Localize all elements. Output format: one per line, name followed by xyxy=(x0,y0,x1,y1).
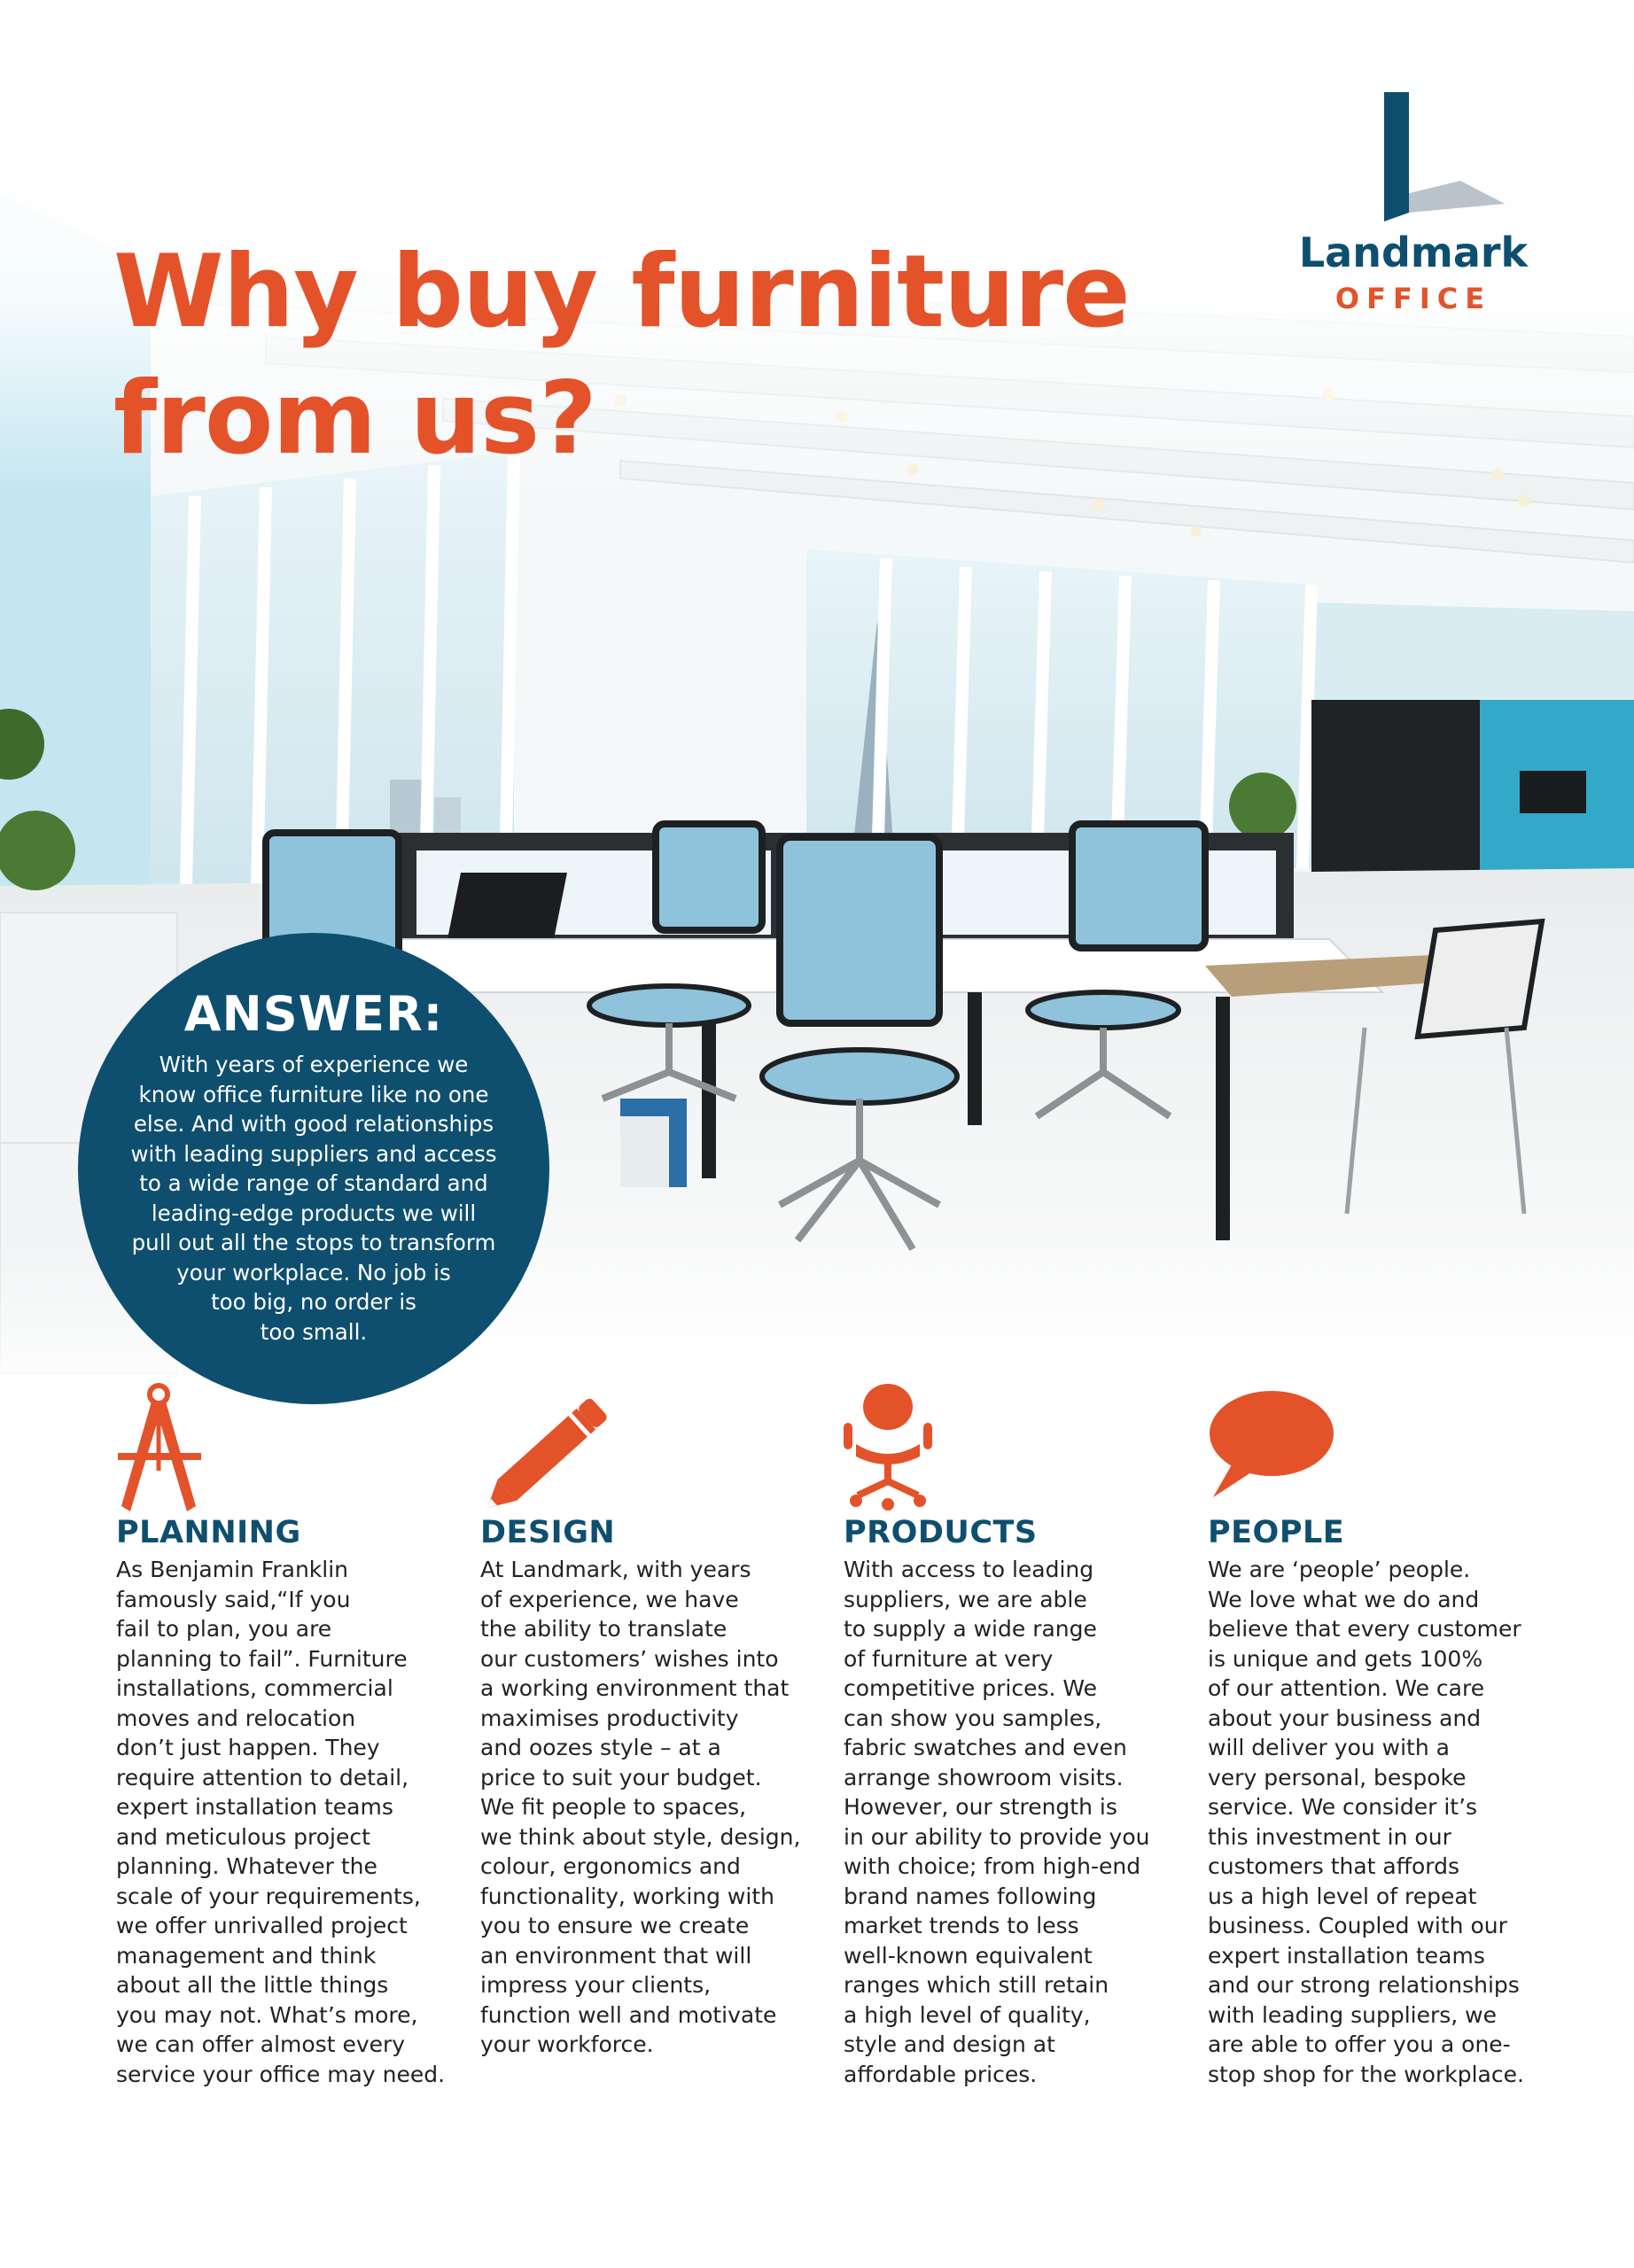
page-title xyxy=(113,229,1130,482)
section-body-line: installations, commercial xyxy=(116,1675,393,1701)
page-title-line-2: from us? xyxy=(113,360,596,477)
section-body-line: don’t just happen. They xyxy=(116,1735,380,1760)
section-body-line: famously said,“If you xyxy=(116,1586,351,1612)
section-body-line: and oozes style – at a xyxy=(480,1735,721,1760)
section-body-line: us a high level of repeat xyxy=(1208,1883,1477,1909)
answer-line: too big, no order is xyxy=(211,1289,416,1315)
answer-line: else. And with good relationships xyxy=(133,1111,494,1137)
section-body-line: of experience, we have xyxy=(480,1586,739,1612)
section-body xyxy=(480,1555,817,2060)
section-body-line: about your business and xyxy=(1208,1705,1482,1731)
section-body-line: about all the little things xyxy=(116,1972,389,1998)
answer-line: know office furniture like no one xyxy=(138,1081,489,1107)
answer-line: to a wide range of standard and xyxy=(139,1170,488,1196)
pencil-icon xyxy=(480,1382,622,1515)
section-body-line: of furniture at very xyxy=(844,1645,1054,1672)
logo-subtitle: OFFICE xyxy=(1334,282,1492,315)
section-title: PLANNING xyxy=(116,1515,301,1550)
section-body-line: believe that every customer xyxy=(1208,1616,1521,1642)
section-body-line: our customers’ wishes into xyxy=(480,1645,779,1672)
logo-name: Landmark xyxy=(1298,229,1529,276)
section-title: PEOPLE xyxy=(1208,1515,1345,1550)
section-body-line: management and think xyxy=(116,1942,377,1969)
section-body-line: and meticulous project xyxy=(116,1823,370,1850)
answer-line: with leading suppliers and access xyxy=(130,1140,497,1167)
section-body-line: the ability to translate xyxy=(480,1616,728,1642)
section-body-line: with choice; from high-end xyxy=(844,1853,1141,1879)
section-body-line: However, our strength is xyxy=(844,1794,1117,1820)
section-body-line: you may not. What’s more, xyxy=(116,2001,418,2028)
section-body-line: price to suit your budget. xyxy=(480,1764,762,1790)
section-body-line: fail to plan, you are xyxy=(116,1616,332,1642)
section-body-line: We fit people to spaces, xyxy=(480,1794,747,1820)
landmark-l-logo-icon xyxy=(1373,89,1506,221)
section-body-line: very personal, bespoke xyxy=(1208,1764,1467,1790)
page-title-line-1: Why buy furniture xyxy=(113,233,1130,350)
answer-line: pull out all the stops to transform xyxy=(131,1230,496,1255)
section-body-line: moves and relocation xyxy=(116,1705,356,1731)
section-body-line: We love what we do and xyxy=(1208,1586,1480,1612)
section-body-line: and our strong relationships xyxy=(1208,1972,1520,1998)
section-body-line: colour, ergonomics and xyxy=(480,1853,741,1879)
answer-line: leading-edge products we will xyxy=(151,1200,477,1226)
section-body-line: your workforce. xyxy=(480,2031,654,2057)
section-body-line: can show you samples, xyxy=(844,1705,1102,1731)
section-body xyxy=(844,1555,1180,2089)
section-body-line: require attention to detail, xyxy=(116,1764,409,1790)
section-body-line: competitive prices. We xyxy=(844,1675,1098,1701)
section-body-line: functionality, working with xyxy=(480,1883,774,1909)
answer-body xyxy=(119,1050,509,1347)
section-body-line: affordable prices. xyxy=(844,2061,1038,2087)
section-body-line: we think about style, design, xyxy=(480,1823,801,1850)
section-body-line: function well and motivate xyxy=(480,2001,777,2028)
section-body-line: customers that affords xyxy=(1208,1853,1459,1879)
section-body-line: we can offer almost every xyxy=(116,2031,406,2057)
section-body-line: stop shop for the workplace. xyxy=(1208,2061,1524,2087)
section-body-line: you to ensure we create xyxy=(480,1913,750,1938)
answer-callout xyxy=(78,933,549,1404)
section-body-line: business. Coupled with our xyxy=(1208,1913,1507,1938)
section-body-line: impress your clients, xyxy=(480,1972,712,1998)
section-body-line: maximises productivity xyxy=(480,1705,739,1731)
section-body xyxy=(1208,1555,1545,2089)
section-body-line: ranges which still retain xyxy=(844,1972,1109,1998)
section-title: PRODUCTS xyxy=(844,1515,1038,1550)
section-body-line: At Landmark, with years xyxy=(480,1557,751,1582)
section-body-line: with leading suppliers, we xyxy=(1208,2001,1498,2028)
section-body-line: of our attention. We care xyxy=(1208,1675,1485,1701)
section-body-line: expert installation teams xyxy=(1208,1942,1485,1969)
section-body-line: are able to offer you a one- xyxy=(1208,2031,1511,2057)
section-body-line: suppliers, we are able xyxy=(844,1586,1087,1612)
section-body-line: With access to leading xyxy=(844,1557,1094,1582)
answer-title: ANSWER: xyxy=(183,986,444,1042)
section-body-line: a working environment that xyxy=(480,1675,790,1701)
section-body-line: will deliver you with a xyxy=(1208,1735,1450,1760)
section-body-line: scale of your requirements, xyxy=(116,1883,421,1909)
section-body-line: service. We consider it’s xyxy=(1208,1794,1478,1820)
section-body-line: expert installation teams xyxy=(116,1794,393,1820)
section-body-line: brand names following xyxy=(844,1883,1097,1909)
section-body-line: to supply a wide range xyxy=(844,1616,1097,1642)
section-body-line: is unique and gets 100% xyxy=(1208,1645,1483,1672)
section-body-line: well-known equivalent xyxy=(844,1942,1093,1969)
section-body-line: service your office may need. xyxy=(116,2061,446,2087)
section-body-line: We are ‘people’ people. xyxy=(1208,1557,1471,1582)
section-body-line: this investment in our xyxy=(1208,1823,1451,1850)
compass-icon xyxy=(116,1382,258,1515)
section-body-line: arrange showroom visits. xyxy=(844,1764,1124,1790)
section-body-line: As Benjamin Franklin xyxy=(116,1557,349,1582)
landmark-office-logo xyxy=(1285,89,1542,328)
section-body-line: we offer unrivalled project xyxy=(116,1913,408,1938)
answer-line: your workplace. No job is xyxy=(176,1259,451,1285)
section-body-line: style and design at xyxy=(844,2031,1055,2057)
answer-line: With years of experience we xyxy=(159,1052,469,1077)
section-body xyxy=(116,1555,453,2089)
section-title: DESIGN xyxy=(480,1515,616,1550)
section-body-line: in our ability to provide you xyxy=(844,1823,1150,1850)
section-body-line: planning to fail”. Furniture xyxy=(116,1645,408,1672)
section-body-line: market trends to less xyxy=(844,1913,1079,1938)
section-body-line: fabric swatches and even xyxy=(844,1735,1127,1760)
section-body-line: planning. Whatever the xyxy=(116,1853,377,1879)
office-chair-icon xyxy=(844,1382,985,1515)
speech-bubble-icon xyxy=(1208,1382,1350,1515)
answer-line: too small. xyxy=(260,1318,368,1345)
section-body-line: an environment that will xyxy=(480,1942,752,1969)
section-body-line: a high level of quality, xyxy=(844,2001,1091,2028)
